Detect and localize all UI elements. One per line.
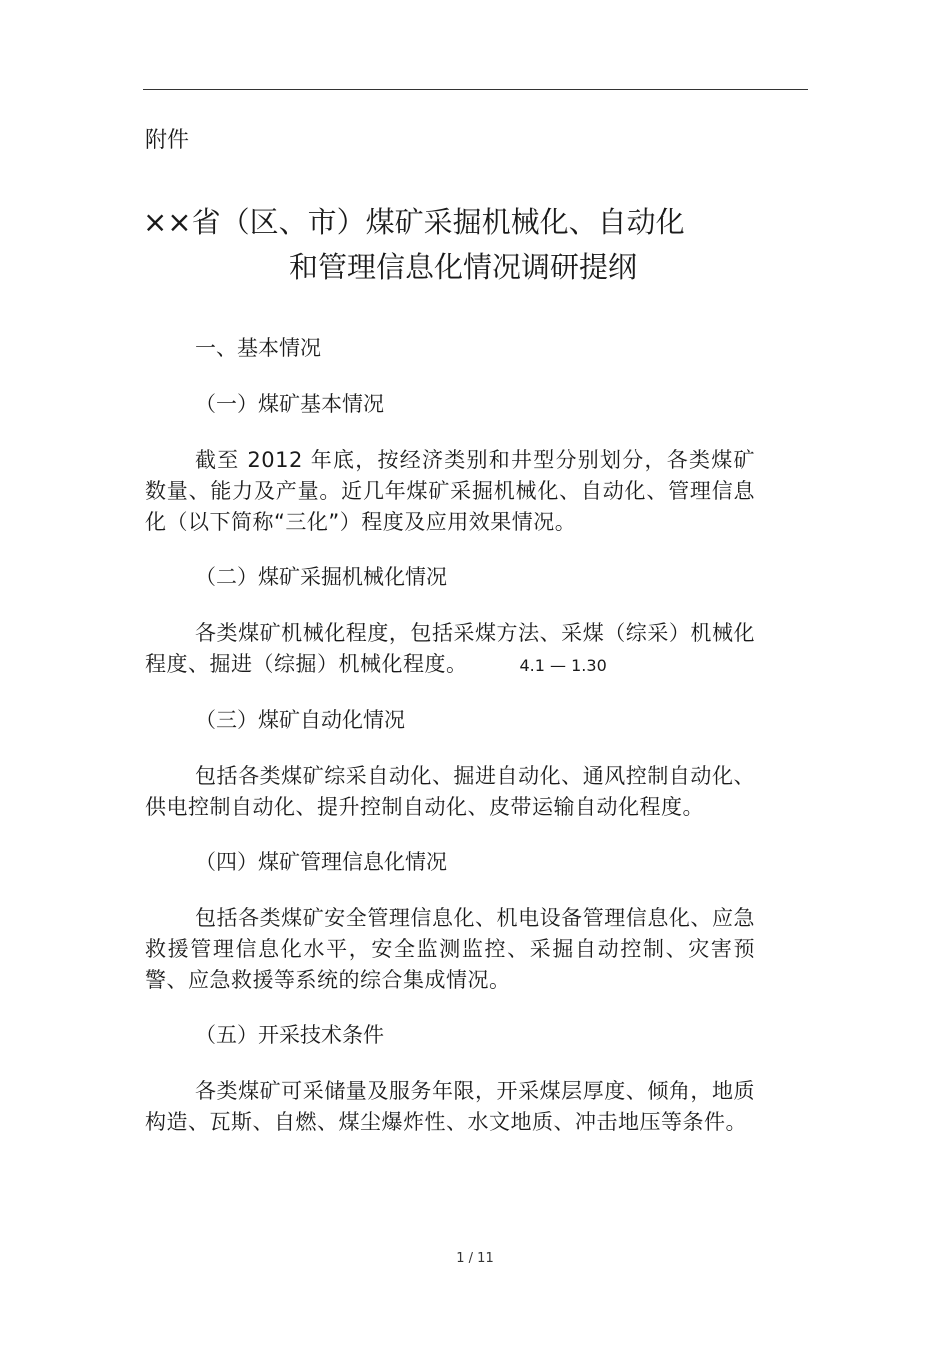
subsection-heading-4: （四）煤矿管理信息化情况 — [195, 850, 447, 874]
paragraph-4: 包括各类煤矿安全管理信息化、机电设备管理信息化、应急救援管理信息化水平，安全监测监控、采掘自动控制、灾害预警、应急救援等系统的综合集成情况。 — [145, 906, 755, 992]
paragraph-2-text: 各类煤矿机械化程度，包括采煤方法、采煤（综采）机械化程度、掘进（综掘）机械化程度。 — [145, 621, 755, 676]
document-body — [145, 333, 755, 1162]
document-title — [143, 200, 783, 290]
attachment-label: 附件 — [145, 128, 190, 153]
paragraph-1: 截至 2012 年底，按经济类别和井型分别划分，各类煤矿数量、能力及产量。近几年煤矿采掘机械化、自动化、管理信息化（以下简称“三化”）程度及应用效果情况。 — [145, 448, 755, 534]
subsection-heading-2: （二）煤矿采掘机械化情况 — [195, 565, 447, 589]
page-number: 1 / 11 — [456, 1251, 494, 1266]
margin-note: 4.1 — 1.30 — [519, 656, 607, 675]
title-line-1: ××省（区、市）煤矿采掘机械化、自动化 — [143, 205, 685, 239]
paragraph-2 — [145, 618, 755, 681]
section-heading-basic: 一、基本情况 — [195, 336, 321, 360]
paragraph-5: 各类煤矿可采储量及服务年限，开采煤层厚度、倾角，地质构造、瓦斯、自燃、煤尘爆炸性、水文地质、冲击地压等条件。 — [145, 1079, 755, 1134]
subsection-heading-1: （一）煤矿基本情况 — [195, 392, 384, 416]
header-rule — [143, 89, 808, 90]
paragraph-3: 包括各类煤矿综采自动化、掘进自动化、通风控制自动化、供电控制自动化、提升控制自动化、皮带运输自动化程度。 — [145, 764, 755, 819]
subsection-heading-3: （三）煤矿自动化情况 — [195, 708, 405, 732]
title-line-2: 和管理信息化情况调研提纲 — [288, 250, 637, 284]
subsection-heading-5: （五）开采技术条件 — [195, 1023, 384, 1047]
